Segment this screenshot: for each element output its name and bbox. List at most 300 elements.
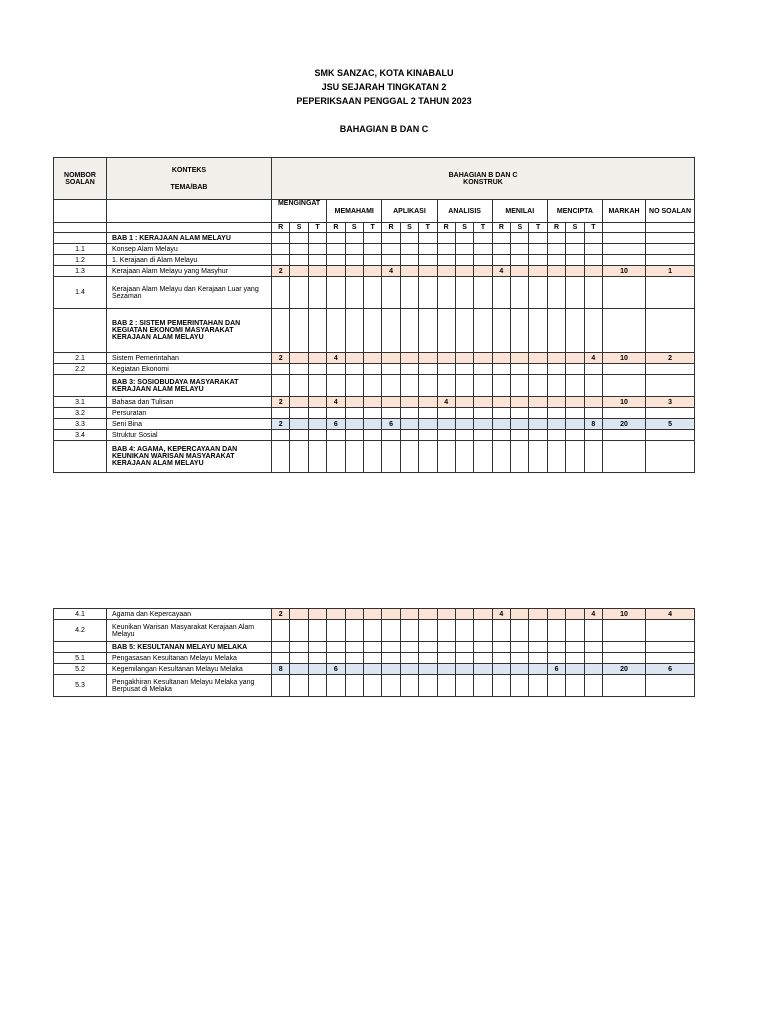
construct-value-cell — [419, 408, 437, 419]
construct-value-cell — [382, 255, 400, 266]
question-number-cell: 5.1 — [54, 653, 107, 664]
construct-value-cell — [290, 375, 308, 397]
konteks-label: KONTEKS — [171, 166, 207, 174]
construct-value-cell — [547, 244, 565, 255]
t-header: T — [419, 223, 437, 233]
section-title: BAHAGIAN B DAN C — [339, 124, 429, 134]
question-number-cell — [54, 642, 107, 653]
construct-value-cell — [419, 353, 437, 364]
construct-value-cell — [547, 277, 565, 309]
question-number-cell: 3.3 — [54, 419, 107, 430]
construct-value-cell — [566, 266, 584, 277]
topic-cell: 1. Kerajaan di Alam Melayu — [107, 255, 272, 266]
tema-bab-label: TEMA/BAB — [170, 183, 208, 191]
construct-value-cell — [272, 255, 290, 266]
no-soalan-cell — [646, 430, 695, 441]
construct-value-cell — [455, 244, 473, 255]
construct-value-cell — [584, 364, 602, 375]
construct-value-cell — [345, 244, 363, 255]
menilai-header: MENILAI — [492, 200, 547, 223]
construct-value-cell — [400, 408, 418, 419]
construct-value-cell — [327, 430, 345, 441]
markah-cell — [603, 244, 646, 255]
construct-value-cell — [363, 244, 381, 255]
construct-value-cell — [345, 419, 363, 430]
construct-value-cell — [363, 375, 381, 397]
construct-value-cell — [400, 375, 418, 397]
construct-value-cell — [272, 675, 290, 697]
s-header: S — [400, 223, 418, 233]
r-header: R — [272, 223, 290, 233]
markah-cell: 10 — [603, 397, 646, 408]
construct-value-cell — [272, 653, 290, 664]
construct-value-cell — [327, 266, 345, 277]
construct-value-cell — [345, 609, 363, 620]
markah-cell: 10 — [603, 609, 646, 620]
markah-cell — [603, 441, 646, 473]
construct-value-cell — [382, 244, 400, 255]
construct-value-cell — [419, 609, 437, 620]
construct-value-cell — [566, 419, 584, 430]
construct-value-cell: 4 — [492, 609, 510, 620]
construct-value-cell — [272, 642, 290, 653]
construct-value-cell — [345, 266, 363, 277]
topic-cell: Konsep Alam Melayu — [107, 244, 272, 255]
construct-value-cell — [474, 266, 492, 277]
construct-value-cell — [272, 375, 290, 397]
document-header — [0, 66, 768, 136]
chapter-row — [54, 375, 695, 397]
construct-value-cell — [492, 244, 510, 255]
s-header: S — [290, 223, 308, 233]
construct-value-cell — [474, 375, 492, 397]
construct-value-cell — [492, 364, 510, 375]
bahagian-header — [272, 158, 695, 200]
no-soalan-cell: 3 — [646, 397, 695, 408]
construct-value-cell — [363, 642, 381, 653]
construct-value-cell — [290, 430, 308, 441]
construct-value-cell — [382, 397, 400, 408]
construct-value-cell — [308, 609, 326, 620]
construct-value-cell — [529, 441, 547, 473]
construct-value-cell — [455, 397, 473, 408]
topic-cell: Struktur Sosial — [107, 430, 272, 441]
construct-value-cell — [566, 353, 584, 364]
header-row-construct — [54, 200, 695, 223]
topic-cell: Pengasasan Kesultanan Melayu Melaka — [107, 653, 272, 664]
construct-value-cell — [363, 277, 381, 309]
construct-value-cell — [382, 353, 400, 364]
t-header: T — [363, 223, 381, 233]
question-number-cell: 1.4 — [54, 277, 107, 309]
construct-value-cell — [437, 266, 455, 277]
markah-cell — [603, 309, 646, 353]
construct-value-cell — [400, 664, 418, 675]
construct-value-cell — [419, 642, 437, 653]
markah-cell — [603, 375, 646, 397]
construct-value-cell — [382, 441, 400, 473]
topic-cell: Kegiatan Ekonomi — [107, 364, 272, 375]
no-soalan-cell — [646, 408, 695, 419]
construct-value-cell — [566, 441, 584, 473]
construct-value-cell — [584, 277, 602, 309]
question-number-cell: 2.2 — [54, 364, 107, 375]
construct-value-cell — [437, 364, 455, 375]
construct-value-cell — [437, 620, 455, 642]
construct-value-cell: 2 — [272, 353, 290, 364]
construct-value-cell — [492, 620, 510, 642]
bahagian-label: BAHAGIAN B DAN C — [448, 171, 518, 179]
construct-value-cell — [455, 430, 473, 441]
construct-value-cell — [308, 266, 326, 277]
construct-value-cell — [455, 353, 473, 364]
markah-cell — [603, 277, 646, 309]
construct-value-cell — [419, 620, 437, 642]
s-header: S — [511, 223, 529, 233]
construct-value-cell — [455, 277, 473, 309]
construct-value-cell — [382, 408, 400, 419]
jsu-table-part2 — [53, 608, 695, 697]
construct-value-cell — [272, 430, 290, 441]
construct-value-cell: 6 — [382, 419, 400, 430]
konteks-header — [107, 158, 272, 200]
table-row — [54, 620, 695, 642]
blank-cell — [603, 223, 646, 233]
construct-value-cell — [547, 609, 565, 620]
construct-value-cell — [474, 397, 492, 408]
construct-value-cell — [492, 675, 510, 697]
construct-value-cell — [566, 653, 584, 664]
construct-value-cell — [474, 664, 492, 675]
construct-value-cell — [419, 441, 437, 473]
construct-value-cell — [327, 309, 345, 353]
construct-value-cell — [327, 675, 345, 697]
construct-value-cell — [455, 653, 473, 664]
construct-value-cell — [547, 675, 565, 697]
construct-value-cell — [511, 353, 529, 364]
construct-value-cell — [511, 375, 529, 397]
construct-value-cell — [345, 255, 363, 266]
table-row — [54, 664, 695, 675]
r-header: R — [382, 223, 400, 233]
construct-value-cell — [492, 441, 510, 473]
construct-value-cell — [419, 430, 437, 441]
construct-value-cell — [363, 653, 381, 664]
construct-value-cell — [511, 277, 529, 309]
construct-value-cell — [327, 408, 345, 419]
construct-value-cell — [566, 397, 584, 408]
construct-value-cell — [474, 675, 492, 697]
construct-value-cell — [584, 233, 602, 244]
construct-value-cell — [345, 277, 363, 309]
analisis-header: ANALISIS — [437, 200, 492, 223]
no-soalan-cell: 4 — [646, 609, 695, 620]
topic-cell: Agama dan Kepercayaan — [107, 609, 272, 620]
construct-value-cell — [345, 653, 363, 664]
question-number-cell: 3.1 — [54, 397, 107, 408]
construct-value-cell — [584, 309, 602, 353]
construct-value-cell — [363, 620, 381, 642]
chapter-row — [54, 233, 695, 244]
markah-cell — [603, 430, 646, 441]
construct-value-cell — [308, 244, 326, 255]
construct-value-cell — [400, 353, 418, 364]
construct-value-cell — [308, 408, 326, 419]
construct-value-cell — [474, 430, 492, 441]
topic-cell: Persuratan — [107, 408, 272, 419]
construct-value-cell — [437, 653, 455, 664]
construct-value-cell — [327, 642, 345, 653]
construct-value-cell — [511, 309, 529, 353]
construct-value-cell: 4 — [437, 397, 455, 408]
no-soalan-cell — [646, 620, 695, 642]
markah-cell — [603, 233, 646, 244]
construct-value-cell — [327, 244, 345, 255]
construct-value-cell — [382, 309, 400, 353]
topic-cell: Kegemilangan Kesultanan Melayu Melaka — [107, 664, 272, 675]
construct-value-cell — [547, 620, 565, 642]
construct-value-cell — [308, 397, 326, 408]
question-number-cell: 1.3 — [54, 266, 107, 277]
construct-value-cell — [529, 430, 547, 441]
construct-value-cell — [455, 609, 473, 620]
construct-value-cell — [382, 277, 400, 309]
construct-value-cell — [455, 233, 473, 244]
topic-cell: BAB 2 : SISTEM PEMERINTAHAN DAN KEGIATAN EKONOMI MASYARAKAT KERAJAAN ALAM MELAYU — [107, 309, 272, 353]
construct-value-cell — [492, 430, 510, 441]
construct-value-cell — [327, 255, 345, 266]
construct-value-cell — [455, 375, 473, 397]
construct-value-cell — [345, 375, 363, 397]
construct-value-cell — [584, 675, 602, 697]
construct-value-cell — [382, 233, 400, 244]
construct-value-cell — [492, 353, 510, 364]
construct-value-cell — [400, 364, 418, 375]
construct-value-cell — [511, 675, 529, 697]
s-header: S — [566, 223, 584, 233]
t-header: T — [474, 223, 492, 233]
construct-value-cell — [345, 353, 363, 364]
construct-value-cell — [345, 397, 363, 408]
t-header: T — [584, 223, 602, 233]
r-header: R — [492, 223, 510, 233]
construct-value-cell — [584, 430, 602, 441]
construct-value-cell — [382, 675, 400, 697]
construct-value-cell — [382, 364, 400, 375]
question-number-cell — [54, 375, 107, 397]
construct-value-cell — [308, 620, 326, 642]
construct-value-cell — [529, 353, 547, 364]
construct-value-cell — [419, 309, 437, 353]
construct-value-cell — [566, 364, 584, 375]
construct-value-cell — [400, 430, 418, 441]
construct-value-cell — [400, 233, 418, 244]
topic-cell: BAB 4: AGAMA, KEPERCAYAAN DAN KEUNIKAN WARISAN MASYARAKAT KERAJAAN ALAM MELAYU — [107, 441, 272, 473]
construct-value-cell — [437, 233, 455, 244]
construct-value-cell: 6 — [327, 419, 345, 430]
construct-value-cell — [437, 353, 455, 364]
construct-value-cell — [437, 244, 455, 255]
construct-value-cell — [566, 664, 584, 675]
question-number-cell: 3.4 — [54, 430, 107, 441]
construct-value-cell: 8 — [272, 664, 290, 675]
construct-value-cell: 8 — [584, 419, 602, 430]
construct-value-cell: 6 — [547, 664, 565, 675]
no-soalan-cell — [646, 309, 695, 353]
construct-value-cell — [272, 244, 290, 255]
construct-value-cell — [584, 255, 602, 266]
construct-value-cell — [345, 309, 363, 353]
exam-name: PEPERIKSAAN PENGGAL 2 TAHUN 2023 — [296, 96, 472, 106]
construct-value-cell — [345, 664, 363, 675]
construct-value-cell: 2 — [272, 419, 290, 430]
header-row-rst — [54, 223, 695, 233]
construct-value-cell — [308, 675, 326, 697]
construct-value-cell — [308, 277, 326, 309]
table-row — [54, 244, 695, 255]
construct-value-cell — [474, 653, 492, 664]
construct-value-cell — [272, 441, 290, 473]
construct-value-cell — [363, 309, 381, 353]
construct-value-cell — [547, 309, 565, 353]
construct-value-cell — [363, 430, 381, 441]
construct-value-cell — [455, 642, 473, 653]
table-row — [54, 609, 695, 620]
construct-value-cell — [529, 642, 547, 653]
construct-value-cell — [272, 408, 290, 419]
construct-value-cell — [584, 620, 602, 642]
construct-value-cell — [437, 375, 455, 397]
construct-value-cell — [529, 309, 547, 353]
construct-value-cell — [290, 419, 308, 430]
construct-value-cell — [419, 419, 437, 430]
construct-value-cell — [529, 375, 547, 397]
construct-value-cell — [308, 419, 326, 430]
construct-value-cell — [400, 642, 418, 653]
construct-value-cell — [290, 664, 308, 675]
construct-value-cell — [511, 441, 529, 473]
construct-value-cell — [363, 408, 381, 419]
construct-value-cell — [290, 244, 308, 255]
construct-value-cell: 4 — [382, 266, 400, 277]
topic-cell: BAB 1 : KERAJAAN ALAM MELAYU — [107, 233, 272, 244]
construct-value-cell — [290, 653, 308, 664]
mencipta-header: MENCIPTA — [547, 200, 602, 223]
t-header: T — [529, 223, 547, 233]
construct-value-cell — [474, 244, 492, 255]
construct-value-cell — [511, 397, 529, 408]
construct-value-cell — [400, 653, 418, 664]
construct-value-cell — [492, 255, 510, 266]
construct-value-cell — [382, 375, 400, 397]
construct-value-cell — [437, 277, 455, 309]
construct-value-cell — [529, 233, 547, 244]
construct-value-cell — [511, 364, 529, 375]
construct-value-cell — [547, 233, 565, 244]
construct-value-cell — [566, 642, 584, 653]
construct-value-cell — [492, 653, 510, 664]
topic-cell: Kerajaan Alam Melayu dan Kerajaan Luar yang Sezaman — [107, 277, 272, 309]
no-soalan-cell — [646, 375, 695, 397]
question-number-cell: 3.2 — [54, 408, 107, 419]
table-row — [54, 266, 695, 277]
no-soalan-cell: 5 — [646, 419, 695, 430]
construct-value-cell — [400, 441, 418, 473]
question-number-cell: 5.2 — [54, 664, 107, 675]
no-soalan-cell — [646, 244, 695, 255]
construct-value-cell — [511, 642, 529, 653]
table-row — [54, 277, 695, 309]
construct-value-cell — [547, 353, 565, 364]
construct-value-cell — [290, 266, 308, 277]
no-soalan-cell — [646, 441, 695, 473]
construct-value-cell — [529, 609, 547, 620]
table-row — [54, 353, 695, 364]
construct-value-cell — [363, 364, 381, 375]
s-header: S — [455, 223, 473, 233]
document-title: JSU SEJARAH TINGKATAN 2 — [321, 82, 447, 92]
construct-value-cell — [419, 277, 437, 309]
aplikasi-header: APLIKASI — [382, 200, 437, 223]
construct-value-cell — [584, 266, 602, 277]
nombor-soalan-header: NOMBOR SOALAN — [54, 158, 107, 200]
construct-value-cell — [511, 609, 529, 620]
no-soalan-cell — [646, 233, 695, 244]
construct-value-cell — [382, 430, 400, 441]
construct-value-cell — [455, 664, 473, 675]
construct-value-cell — [584, 653, 602, 664]
markah-cell: 20 — [603, 419, 646, 430]
construct-value-cell — [529, 277, 547, 309]
topic-cell: Bahasa dan Tulisan — [107, 397, 272, 408]
construct-value-cell — [566, 620, 584, 642]
topic-cell: Keunikan Warisan Masyarakat Kerajaan Alam Melayu — [107, 620, 272, 642]
construct-value-cell — [400, 609, 418, 620]
markah-cell — [603, 675, 646, 697]
construct-value-cell — [474, 364, 492, 375]
construct-value-cell — [492, 233, 510, 244]
construct-value-cell — [511, 430, 529, 441]
construct-value-cell — [400, 620, 418, 642]
markah-cell — [603, 408, 646, 419]
construct-value-cell — [547, 397, 565, 408]
r-header: R — [437, 223, 455, 233]
construct-value-cell — [474, 277, 492, 309]
construct-value-cell — [290, 353, 308, 364]
construct-value-cell — [455, 408, 473, 419]
construct-value-cell — [529, 266, 547, 277]
construct-value-cell — [327, 233, 345, 244]
construct-value-cell — [345, 675, 363, 697]
no-soalan-cell — [646, 277, 695, 309]
no-soalan-cell — [646, 653, 695, 664]
chapter-row — [54, 309, 695, 353]
construct-value-cell — [419, 675, 437, 697]
construct-value-cell — [474, 309, 492, 353]
construct-value-cell — [474, 620, 492, 642]
no-soalan-cell: 2 — [646, 353, 695, 364]
construct-value-cell: 4 — [492, 266, 510, 277]
construct-value-cell — [363, 233, 381, 244]
construct-value-cell — [547, 430, 565, 441]
construct-value-cell — [584, 375, 602, 397]
construct-value-cell — [566, 375, 584, 397]
construct-value-cell — [308, 664, 326, 675]
construct-value-cell: 4 — [327, 397, 345, 408]
construct-value-cell — [290, 642, 308, 653]
construct-value-cell — [382, 642, 400, 653]
construct-value-cell — [290, 309, 308, 353]
